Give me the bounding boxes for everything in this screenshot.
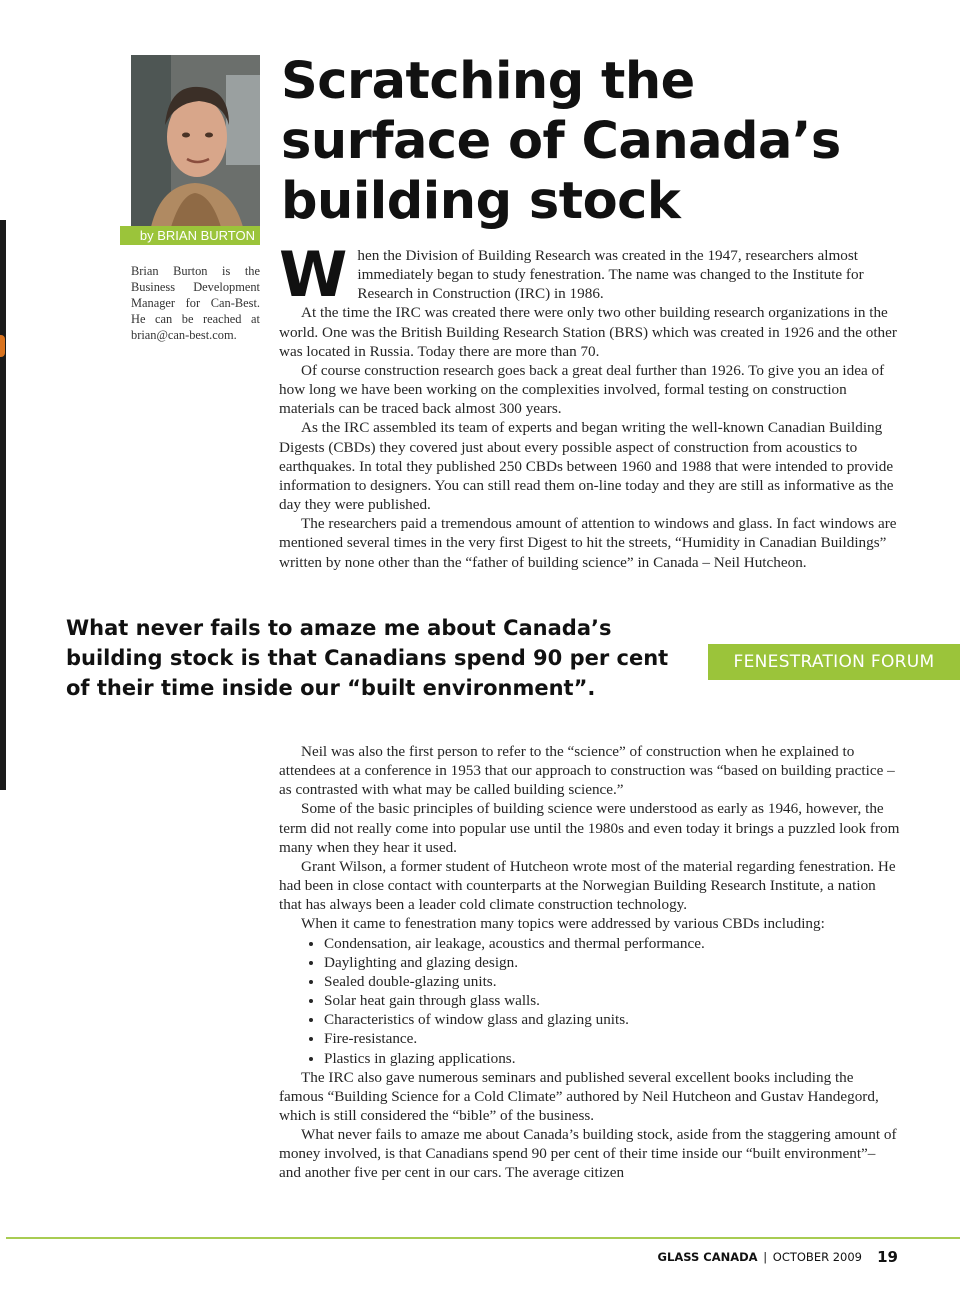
pull-quote: What never fails to amaze me about Canada’s building stock is that Canadians spend 90 per cent of their time inside our “built environment”. (66, 616, 669, 700)
body-paragraph: Of course construction research goes back a great deal further than 1926. To give you an idea of how long we have been working on the complexities involved, formal testing on construction materials can be traced back almost 300 years. (279, 361, 885, 418)
body-paragraph: At the time the IRC was created there were only two other building research organizations in the world. One was the British Building Research Station (BRS) which was created in 1926 and the other was located in Russia. Today there are more than 70. (279, 304, 897, 360)
intro-text: hen the Division of Building Research was created in the 1947, researchers almost immediately began to study fenestration. The name was changed to the Institute for Research in Construction (IRC) in 1986. (357, 247, 864, 303)
section-tag: FENESTRATION FORUM (708, 644, 960, 680)
article-body-bottom (279, 742, 901, 1183)
body-paragraph: As the IRC assembled its team of experts and began writing the well-known Canadian Building Digests (CBDs) they covered just about every possible aspect of construction from acoustics to earthquakes. In total they published 250 CBDs between 1960 and 1988 that were intended to provide information to designers. You can still read them on-line today and they are still as informative as the day they were published. (279, 419, 894, 514)
body-paragraph: Some of the basic principles of building science were understood as early as 1946, however, the term did not really come into popular use until the 1980s and even today it brings a puzzled look from many when they hear it used. (279, 800, 900, 856)
footer-rule (6, 1237, 960, 1239)
page-spine (0, 220, 6, 790)
portrait-illustration (131, 55, 260, 227)
headline-line-1: Scratching the (281, 52, 695, 111)
magazine-name: GLASS CANADA (657, 1250, 758, 1264)
headline-line-3: building stock (281, 172, 681, 231)
topics-list (279, 934, 901, 1068)
body-paragraph: When it came to fenestration many topics were addressed by various CBDs including: (301, 915, 825, 933)
topic-item: • Sealed double-glazing units. (324, 972, 901, 991)
drop-cap: W (279, 238, 348, 311)
article-body-top (279, 238, 901, 572)
topic-item: • Characteristics of window glass and glazing units. (324, 1010, 901, 1029)
body-paragraph: The researchers paid a tremendous amount of attention to windows and glass. In fact windows are mentioned several times in the very first Digest to hit the streets, “Humidity in Canadian Buildings” written by none other than the “father of building science” in Canada – Neil Hutcheon. (279, 515, 897, 571)
topic-item: • Plastics in glazing applications. (324, 1049, 901, 1068)
headline-line-2: surface of Canada’s (281, 112, 841, 171)
topic-item: • Fire-resistance. (324, 1029, 901, 1048)
author-byline: by BRIAN BURTON (120, 226, 260, 245)
intro-paragraph (279, 238, 901, 311)
topic-item: • Daylighting and glazing design. (324, 953, 901, 972)
body-paragraph: What never fails to amaze me about Canada’s building stock, aside from the staggering amount of money involved, is that Canadians spend 90 per cent of their time inside our “built environment”– and another five per cent in our cars. The average citizen (279, 1126, 897, 1182)
article-headline (281, 52, 841, 232)
body-paragraph: The IRC also gave numerous seminars and published several excellent books including the famous “Building Science for a Cold Climate” authored by Neil Hutcheon and Gustav Handegord, which is still considered the “bible” of the business. (279, 1068, 879, 1124)
author-photo (131, 55, 260, 227)
body-paragraph: Neil was also the first person to refer to the “science” of construction when he explained to attendees at a conference in 1953 that our approach to construction was “based on building practice – as contrasted with what may be called building science.” (279, 743, 895, 799)
footer-separator: | (763, 1250, 768, 1264)
author-bio: Brian Burton is the Business Development Manager for Can-Best. He can be reached at brian@can-best.com. (131, 264, 260, 342)
footer-credit (658, 1250, 862, 1264)
spine-tab-mark (0, 335, 5, 357)
topic-item: • Solar heat gain through glass walls. (324, 991, 901, 1010)
body-paragraph: Grant Wilson, a former student of Hutcheon wrote most of the material regarding fenestration. He had been in close contact with counterparts at the Norwegian Building Research Institute, a nation that has always been a leader cold climate construction technology. (279, 857, 896, 914)
page-number: 19 (877, 1248, 898, 1266)
topic-item: • Condensation, air leakage, acoustics and thermal performance. (324, 934, 901, 953)
issue-date: OCTOBER 2009 (772, 1250, 862, 1264)
